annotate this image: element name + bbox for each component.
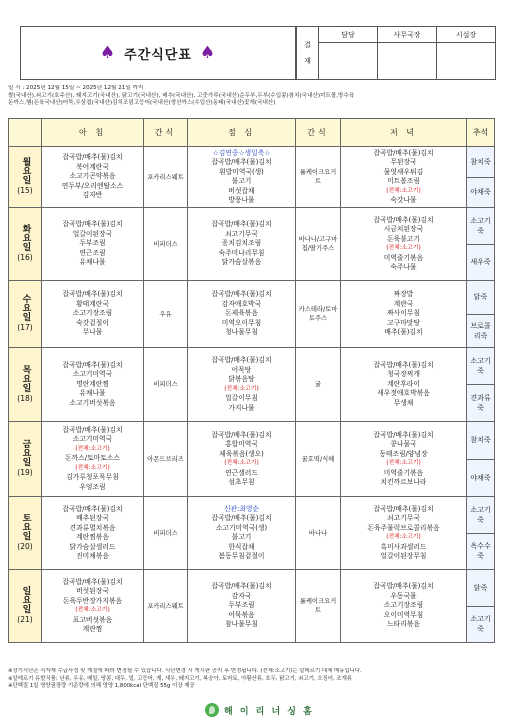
menu-item: 잡곡밥/배추(물)김치 xyxy=(211,430,272,439)
brand-name: 해 이 리 너 싱 홈 xyxy=(224,706,314,717)
menu-item: 감자국 xyxy=(231,591,252,600)
menu-item: 잡곡밥/배추(물)김치 xyxy=(62,577,123,586)
menu-item: 우동국물 xyxy=(390,591,417,600)
porridge-cell: 닭죽 xyxy=(467,570,495,607)
menu-item: 돈육불고기 xyxy=(387,234,420,243)
day-cell xyxy=(9,208,42,281)
menu-item: 소고기곤약볶음 xyxy=(69,172,116,181)
menu-item: 버섯된장국 xyxy=(76,587,109,595)
menu-item: (전체:소고기) xyxy=(75,445,110,452)
approval-label: 결 재 xyxy=(297,27,319,79)
menu-item: 닭가슴살볶음 xyxy=(221,258,262,267)
menu-item: 오이미역무침 xyxy=(383,610,424,619)
menu-item: (전체:소고기) xyxy=(386,245,421,251)
porridge-cell: 참치죽 xyxy=(467,147,495,178)
dinner-cell xyxy=(341,208,467,281)
menu-item: 봄동무침겉절이 xyxy=(218,552,265,560)
breakfast-cell xyxy=(42,422,144,497)
lunch-cell xyxy=(188,281,296,348)
lunch-cell xyxy=(188,147,296,208)
menu-item: 돈육주물럭브로콜리볶음 xyxy=(367,523,440,532)
menu-item: 표고버섯볶음 xyxy=(72,615,113,624)
menu-item: 어묵볶음 xyxy=(228,610,255,619)
menu-item: 새우젓애호박볶음 xyxy=(377,389,430,398)
menu-item: 유채나물 xyxy=(79,258,106,267)
menu-item: 시금치된장국 xyxy=(383,225,424,233)
title-text: 주간식단표 xyxy=(124,47,192,63)
dinner-cell xyxy=(341,570,467,643)
porridge-cell: 옥수수죽 xyxy=(467,533,495,570)
menu-item: 흰밥미역국(생) xyxy=(219,167,264,176)
menu-item: 섬초무침 xyxy=(228,478,255,486)
menu-item: 홍합미역국 xyxy=(225,440,258,448)
snack1-cell: 비피더스 xyxy=(144,208,188,281)
table-row xyxy=(9,422,495,460)
day-number: (20) xyxy=(17,542,33,551)
menu-item: (전체:소고기) xyxy=(75,607,110,613)
snack2-cell: 롤케이크요거트 xyxy=(296,570,341,643)
approval-column-label: 사무국장 xyxy=(378,27,436,43)
menu-item: 소고기장조림 xyxy=(383,601,424,610)
day-cell xyxy=(9,497,42,570)
snack1-cell: 포카리스웨트 xyxy=(144,570,188,643)
menu-item: 소고기미역국 xyxy=(72,370,113,379)
table-header-row xyxy=(9,119,495,147)
day-name: 금요일 xyxy=(20,439,31,466)
day-name: 월요일 xyxy=(20,157,31,184)
breakfast-cell xyxy=(42,348,144,422)
menu-item: 잡곡밥/배추(물)김치 xyxy=(211,514,272,522)
menu-item: 북어계란국 xyxy=(76,162,109,171)
approval-column-label: 담당 xyxy=(319,27,377,43)
menu-item: 잡곡밥/배추(물)김치 xyxy=(211,582,272,591)
menu-item: 숙갓겉절이 xyxy=(76,318,109,327)
menu-item: 얼갈이무침 xyxy=(225,394,258,402)
menu-item: 무된장국 xyxy=(390,158,417,166)
menu-item: 닭가슴살샐러드 xyxy=(69,542,116,551)
day-number: (17) xyxy=(17,323,33,332)
menu-item: 동태조림/양념장 xyxy=(379,449,428,458)
menu-item: 우엉조림 xyxy=(79,482,106,491)
footnote-line: ※알레르기 유발식품: 난류, 우유, 메밀, 땅콩, 대두, 밀, 고등어, 게, 새우, 돼지고기, 복숭아, 토마토, 아황산류, 호두, 닭고기, 쇠고기, 오징어, 조개류 xyxy=(8,675,353,682)
snack1-cell: 포카리스웨트 xyxy=(144,147,188,208)
menu-item: 잡곡밥/배추(물)김치 xyxy=(373,582,434,591)
menu-item: 무생채 xyxy=(393,398,414,407)
menu-item: 콩나물국 xyxy=(390,440,417,448)
menu-item: 명란계란찜 xyxy=(76,379,109,388)
footnote-line: ※단백질 1일 영양권장량 기준량에 의해 영양 1,800kcal 단백질 55g 이상 제공 xyxy=(8,683,195,689)
menu-item: 계란찜 xyxy=(82,625,103,633)
menu-item: 계란후라이 xyxy=(387,379,420,388)
menu-item: 잡곡밥/배추(물)김치 xyxy=(62,220,123,229)
menu-item: 미트볼조림 xyxy=(387,177,420,185)
menu-item: 잡곡밥/배추(물)김치 xyxy=(373,504,434,513)
menu-item: 무나물 xyxy=(82,328,103,337)
menu-item: 숙주미나리무침 xyxy=(218,248,265,257)
menu-item: 잡곡밥/배추(물)김치 xyxy=(62,504,123,513)
lunch-special: ☆김연중☆생일축☆ xyxy=(212,148,271,157)
menu-item: 참나물무침 xyxy=(225,620,258,629)
menu-item: 연근조림 xyxy=(79,248,106,257)
menu-item: 잡곡밥/배추(물)김치 xyxy=(373,215,434,224)
table-row xyxy=(9,497,495,534)
menu-item: 쇠고기무국 xyxy=(225,229,258,238)
menu-item: (전체:소고기) xyxy=(224,460,259,466)
day-name: 화요일 xyxy=(20,224,31,251)
day-cell xyxy=(9,281,42,348)
lunch-cell xyxy=(188,422,296,497)
menu-item: 두부조림 xyxy=(228,601,255,610)
menu-table xyxy=(8,118,495,643)
menu-item: 잡곡밥/배추(물)김치 xyxy=(62,290,123,299)
menu-item: 버섯잡채 xyxy=(228,186,255,195)
menu-item: 김자반 xyxy=(82,191,103,200)
dinner-cell xyxy=(341,281,467,348)
day-name: 목요일 xyxy=(20,364,31,392)
menu-item: 계란찜볶음 xyxy=(76,533,109,541)
menu-item: 청국장찌개 xyxy=(387,370,420,379)
menu-item: 물엿새우튀김 xyxy=(383,167,424,176)
info-line: 쌀(국내산),쇠고기(호주산), 돼지고기(국내산), 닭고기(국내산), 배추(국내산), 고춧가루(국내산)순두부,두부(수입콩)참치(국내산)미트볼,방수육 xyxy=(8,92,355,99)
day-cell xyxy=(9,147,42,208)
col-breakfast: 아 침 xyxy=(42,119,144,147)
menu-item: (전체:소고기) xyxy=(224,385,259,392)
menu-item: 돈육두반장가지볶음 xyxy=(62,596,123,605)
day-number: (21) xyxy=(17,615,33,624)
table-row xyxy=(9,570,495,607)
approval-column xyxy=(437,27,495,79)
col-snack2: 간식 xyxy=(296,119,341,147)
menu-item: 잡곡밥/배추(물)김치 xyxy=(62,425,123,434)
porridge-cell: 닭죽 xyxy=(467,281,495,315)
spade-icon: ♠ xyxy=(99,43,117,63)
menu-item: 미역오이무침 xyxy=(221,318,262,327)
day-cell xyxy=(9,422,42,497)
menu-item: 불고기 xyxy=(231,533,252,541)
lunch-cell xyxy=(188,208,296,281)
menu-item: 감자애호박국 xyxy=(221,299,262,308)
lunch-special: 신관:최영순 xyxy=(223,504,260,513)
menu-item: 잡곡밥/배추(물)김치 xyxy=(373,148,434,157)
menu-item: 잡곡밥/배추(물)김치 xyxy=(211,158,272,166)
info-line: 돈까스,햄(돈육국내산)어묵,우삼겹(국내산)김치조림고등어(국내산)생선까스(수입산)동태(국내산)꽃게(국내산) xyxy=(8,100,276,106)
day-name: 수요일 xyxy=(20,294,31,321)
porridge-cell: 야채죽 xyxy=(467,459,495,497)
menu-item: 미역줄기볶음 xyxy=(383,253,424,262)
menu-item: 잡곡밥/배추(물)김치 xyxy=(62,360,123,369)
lunch-cell xyxy=(188,348,296,422)
menu-item: 어묵탕 xyxy=(231,365,252,374)
table-row xyxy=(9,348,495,385)
menu-item: 소고기미역국 xyxy=(72,435,113,444)
day-number: (15) xyxy=(17,186,33,195)
porridge-cell: 견과류죽 xyxy=(467,385,495,422)
day-cell xyxy=(9,348,42,422)
snack2-cell: 카스테라/토마토주스 xyxy=(296,281,341,348)
approval-columns xyxy=(319,27,495,79)
menu-item: (전체:소고기) xyxy=(386,187,421,194)
breakfast-cell xyxy=(42,497,144,570)
approval-box xyxy=(296,26,496,80)
footnote-line: ※상기식단은 식자재 수급사정 및 계절에 따라 변경될 수 있습니다. 식단변경 시 게시판 공지 후 변경됩니다. (전체:소고기)는 알레르기 대체 메뉴입니다. xyxy=(8,668,362,674)
day-number: (19) xyxy=(17,468,33,477)
day-name: 일요일 xyxy=(20,586,31,613)
menu-item: 유채나물 xyxy=(79,389,106,398)
menu-item: 미역줄기볶음 xyxy=(383,468,424,477)
brand-logo xyxy=(205,703,314,717)
menu-item: 닭볶음탕 xyxy=(228,375,255,383)
title-box xyxy=(20,26,296,80)
menu-item: 돈제육볶음 xyxy=(225,309,258,318)
menu-item: 소고기버섯볶음 xyxy=(69,398,116,407)
snack1-cell: 아몬드브리즈 xyxy=(144,422,188,497)
snack1-cell: 비피더스 xyxy=(144,348,188,422)
menu-item: 잡곡밥/배추(물)김치 xyxy=(211,220,272,229)
table-row xyxy=(9,147,495,178)
snack2-cell: 롤케이크요거트 xyxy=(296,147,341,208)
info-block xyxy=(8,85,508,108)
menu-item: 고구마맛탕 xyxy=(387,318,420,327)
menu-item: 짜장밥 xyxy=(393,290,414,299)
lunch-cell xyxy=(188,570,296,643)
day-number: (18) xyxy=(17,393,33,403)
dinner-cell xyxy=(341,422,467,497)
snack1-cell: 비피더스 xyxy=(144,497,188,570)
menu-item: 청나물무침 xyxy=(225,328,258,337)
menu-item: 잡곡밥/배추(물)김치 xyxy=(373,360,434,369)
menu-item: 잡곡밥/배추(물)김치 xyxy=(373,430,434,439)
menu-item: 흑미사과샐러드 xyxy=(380,542,427,551)
menu-item: 김가루청포묵무침 xyxy=(66,473,119,482)
col-day xyxy=(9,119,42,147)
snack2-cell: 바나나 xyxy=(296,497,341,570)
porridge-cell: 새우죽 xyxy=(467,244,495,281)
menu-item: (전체:소고기) xyxy=(386,460,421,466)
menu-item: 느타리볶음 xyxy=(387,620,420,629)
porridge-cell: 소고기죽 xyxy=(467,208,495,245)
menu-item: 계란국 xyxy=(393,299,414,308)
menu-item: 짜사이무침 xyxy=(387,309,420,318)
table-row xyxy=(9,281,495,315)
page-title xyxy=(100,43,216,63)
breakfast-cell xyxy=(42,147,144,208)
menu-item: 잡곡밥/배추(물)김치 xyxy=(211,290,272,299)
dinner-cell xyxy=(341,348,467,422)
lunch-cell xyxy=(188,497,296,570)
col-sub: 추석 xyxy=(467,119,495,147)
menu-item: 진미채볶음 xyxy=(76,552,109,560)
col-lunch: 점 심 xyxy=(188,119,296,147)
menu-item: 견과류멸치볶음 xyxy=(69,523,116,532)
menu-item: 숙갓나물 xyxy=(390,196,417,204)
menu-item: 가지나물 xyxy=(228,403,255,412)
dinner-cell xyxy=(341,147,467,208)
snack2-cell: 바나나/고구마칩/딸기주스 xyxy=(296,208,341,281)
menu-item: (전체:소고기) xyxy=(75,464,110,471)
breakfast-cell xyxy=(42,208,144,281)
menu-item: 꽁치김치조림 xyxy=(221,239,262,248)
day-number: (16) xyxy=(17,253,33,262)
menu-item: 소고기장조림 xyxy=(72,309,113,318)
footnotes xyxy=(8,668,508,691)
approval-column-label: 시설장 xyxy=(437,27,495,43)
menu-item: 숙주나물 xyxy=(390,263,417,271)
snack1-cell: 우유 xyxy=(144,281,188,348)
menu-item: 치킨까르보나라 xyxy=(380,478,427,486)
menu-item: 제육볶음(생오) xyxy=(219,449,264,458)
menu-item: 소고기미역국(생) xyxy=(215,523,268,532)
col-snack1: 간식 xyxy=(144,119,188,147)
menu-item: 얼갈이된장국 xyxy=(72,229,113,238)
day-name: 토요일 xyxy=(20,513,31,540)
menu-item: 잡곡밥/배추(물)김치 xyxy=(62,153,123,162)
approval-column xyxy=(378,27,437,79)
dinner-cell xyxy=(341,497,467,570)
snack2-cell: 귤 xyxy=(296,348,341,422)
menu-item: 황태계란국 xyxy=(76,299,109,308)
spade-icon: ♠ xyxy=(199,43,217,63)
breakfast-cell xyxy=(42,281,144,348)
porridge-cell: 브로콜리죽 xyxy=(467,314,495,348)
breakfast-cell xyxy=(42,570,144,643)
day-cell xyxy=(9,570,42,643)
menu-item: 쇠고기무국 xyxy=(387,514,420,522)
approval-column xyxy=(319,27,378,79)
menu-item: 배추(물)김치 xyxy=(384,328,423,337)
menu-item: 두부조림 xyxy=(79,239,106,248)
porridge-cell: 소고기죽 xyxy=(467,348,495,385)
table-row xyxy=(9,208,495,245)
menu-item: 방풍나물 xyxy=(228,196,255,204)
menu-item: 연두부/오리엔탈소스 xyxy=(61,181,124,190)
porridge-cell: 참치죽 xyxy=(467,422,495,460)
menu-item: 배추된장국 xyxy=(76,514,109,522)
leaf-logo-icon xyxy=(205,703,219,717)
col-dinner: 저 녁 xyxy=(341,119,467,147)
info-line: 일 시 : 2025년 12월 15일 ~ 2025년 12월 21일 까지 xyxy=(8,85,144,91)
menu-item: 얼갈이된장무침 xyxy=(380,552,427,560)
menu-item: 잡곡밥/배추(물)김치 xyxy=(211,356,272,364)
menu-item: 불고기 xyxy=(231,177,252,185)
porridge-cell: 소고기죽 xyxy=(467,606,495,643)
menu-item: 연근샐러드 xyxy=(225,468,258,477)
snack2-cell: 꿀호떡/식혜 xyxy=(296,422,341,497)
menu-item: 한식잡채 xyxy=(228,542,255,551)
menu-item: 돈까스/토마토소스 xyxy=(65,454,120,463)
porridge-cell: 야채죽 xyxy=(467,177,495,208)
porridge-cell: 소고기죽 xyxy=(467,497,495,534)
menu-item: (전체:소고기) xyxy=(386,534,421,540)
